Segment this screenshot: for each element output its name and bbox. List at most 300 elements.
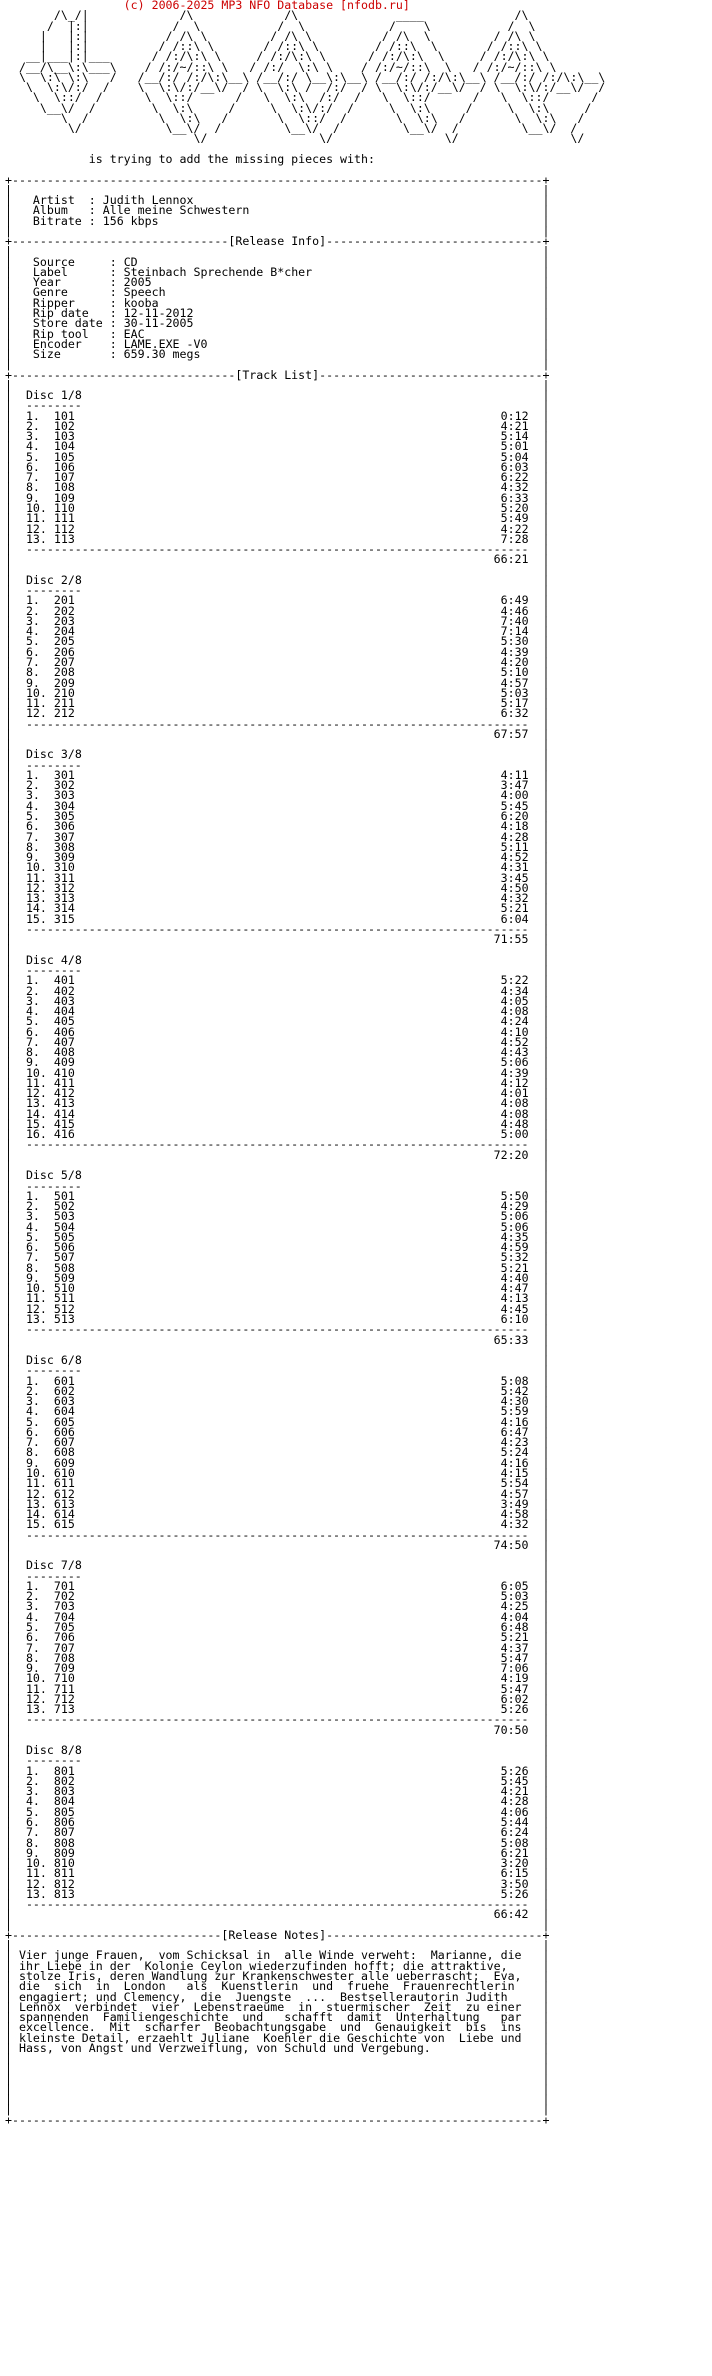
nfo-header: (c) 2006-2025 MP3 NFO Database [nfodb.ru] <box>123 0 410 12</box>
track-duration: 4:37 <box>500 1640 529 1655</box>
track-title: 510 <box>53 1281 75 1296</box>
track-row: | 9. 609 4:16 | <box>5 1455 550 1470</box>
track-duration: 5:06 <box>500 1055 529 1070</box>
track-duration: 4:39 <box>500 644 529 659</box>
release-notes-row: | die sich in London als Kuenstlerin und fruehe Frauenrechtlerin | <box>5 1979 550 1994</box>
disc-total-line: | 74:50 | <box>5 1537 550 1552</box>
track-row: | 10. 610 4:15 | <box>5 1465 550 1480</box>
track-duration: 4:48 <box>500 1116 529 1131</box>
track-row: | 6. 106 6:03 | <box>5 459 550 474</box>
release-notes-text: ihr Liebe in der Kolonie Ceylon wiederzufinden hofft; die attraktive, <box>18 1958 508 1973</box>
track-duration: 5:30 <box>500 634 529 649</box>
track-title: 208 <box>53 665 75 680</box>
track-title: 308 <box>53 839 75 854</box>
track-title: 601 <box>53 1373 75 1388</box>
track-row: | 11. 711 5:47 | <box>5 1681 550 1696</box>
track-duration: 4:12 <box>500 1075 529 1090</box>
disc-total-rule: | ------------------------------------------------------------------------ | <box>5 1897 550 1912</box>
track-duration: 4:11 <box>500 767 529 782</box>
track-row: | 10. 810 3:20 | <box>5 1856 550 1871</box>
release-info-value: Steinbach Sprechende B*cher <box>123 264 313 279</box>
track-title: 309 <box>53 850 75 865</box>
ascii-art-row: / |:| / \ / \ / \ / \ <box>5 18 536 33</box>
track-duration: 4:59 <box>500 1240 529 1255</box>
track-title: 706 <box>53 1630 75 1645</box>
track-duration: 4:16 <box>500 1414 529 1429</box>
track-title: 810 <box>53 1856 75 1871</box>
disc-title: Disc 2/8 <box>25 572 82 587</box>
track-duration: 4:20 <box>500 655 529 669</box>
track-title: 105 <box>53 449 75 464</box>
track-row: | 13. 313 4:32 | <box>5 891 550 906</box>
track-row: | 4. 604 5:59 | <box>5 1404 550 1419</box>
border-line: +----------------------------------------------------------------------------+ <box>5 2112 550 2127</box>
disc-title-line: | Disc 4/8 | <box>5 952 550 967</box>
track-row: | 3. 703 4:25 | <box>5 1599 550 1614</box>
track-duration: 5:47 <box>500 1681 529 1696</box>
track-row: | 12. 812 3:50 | <box>5 1876 550 1891</box>
track-title: 401 <box>53 973 75 988</box>
nfo-text: [Track List] <box>235 367 320 382</box>
track-duration: 3:47 <box>500 778 529 793</box>
track-duration: 6:15 <box>500 1866 529 1881</box>
track-duration: 3:45 <box>500 870 529 885</box>
track-duration: 6:21 <box>500 1845 529 1860</box>
track-title: 607 <box>53 1435 75 1450</box>
track-duration: 5:44 <box>500 1815 529 1830</box>
track-title: 713 <box>53 1702 75 1717</box>
track-duration: 6:48 <box>500 1619 529 1634</box>
track-title: 803 <box>53 1784 75 1799</box>
track-title: 311 <box>53 870 75 885</box>
track-row: | 2. 202 4:46 | <box>5 603 550 618</box>
track-duration: 5:14 <box>500 429 529 444</box>
release-info-row: | Label : Steinbach Sprechende B*cher | <box>5 264 550 279</box>
ascii-art-row: \ \:\ \:\ / /__/:/ /:/\:\__\ /__/:/ \__\:\__\ /__/:/ /:/\:\__\ /__/:/ /:/\:\__\ <box>5 69 606 84</box>
track-row: | 5. 205 5:30 | <box>5 634 550 649</box>
track-duration: 4:08 <box>500 1106 529 1121</box>
track-duration: 5:06 <box>500 1209 529 1224</box>
track-row: | 8. 308 5:11 | <box>5 839 550 854</box>
box-line: | | <box>5 1342 550 1357</box>
track-duration: 4:08 <box>500 1004 529 1019</box>
track-duration: 4:32 <box>500 480 529 495</box>
release-info-label: Source <box>32 254 75 269</box>
track-title: 612 <box>53 1486 75 1501</box>
track-row: | 8. 708 5:47 | <box>5 1650 550 1665</box>
track-duration: 4:57 <box>500 1486 529 1501</box>
disc-total-line: | 70:50 | <box>5 1722 550 1737</box>
track-duration: 4:21 <box>500 418 529 433</box>
track-row: | 2. 102 4:21 | <box>5 418 550 433</box>
disc-title-line: | Disc 8/8 | <box>5 1743 550 1758</box>
track-title: 103 <box>53 429 75 444</box>
track-title: 603 <box>53 1394 75 1409</box>
track-duration: 4:31 <box>500 860 529 875</box>
disc-title-line: | Disc 5/8 | <box>5 1168 550 1183</box>
disc-title-line: | Disc 3/8 | <box>5 747 550 762</box>
disc-title: Disc 3/8 <box>25 747 82 762</box>
track-row: | 7. 507 5:32 | <box>5 1250 550 1265</box>
ascii-art-row: \ \:\/:/ / \ \:\/:/__\/ / \ \:\ / /:/ / \ \:\/:/__\/ / \ \:\/:/__\/ / <box>5 80 606 95</box>
disc-title: Disc 6/8 <box>25 1353 82 1368</box>
track-title: 801 <box>53 1763 75 1778</box>
track-duration: 4:18 <box>500 819 529 834</box>
track-title: 704 <box>53 1609 75 1624</box>
track-title: 301 <box>53 767 75 782</box>
track-row: | 7. 807 6:24 | <box>5 1825 550 1840</box>
box-line: | | <box>5 562 550 577</box>
track-duration: 5:42 <box>500 1383 529 1398</box>
track-title: 113 <box>53 531 75 546</box>
track-title: 403 <box>53 993 75 1008</box>
track-row: | 8. 808 5:08 | <box>5 1835 550 1850</box>
track-row: | 8. 608 5:24 | <box>5 1445 550 1460</box>
release-info-value: 12-11-2012 <box>123 305 194 320</box>
track-title: 508 <box>53 1260 75 1275</box>
track-title: 811 <box>53 1866 75 1881</box>
track-row: | 1. 101 0:12 | <box>5 408 550 423</box>
track-title: 111 <box>53 511 75 526</box>
track-row: | 3. 403 4:05 | <box>5 993 550 1008</box>
track-title: 613 <box>53 1496 75 1511</box>
track-duration: 4:10 <box>500 1024 529 1039</box>
track-row: | 3. 603 4:30 | <box>5 1394 550 1409</box>
release-notes-row: | ihr Liebe in der Kolonie Ceylon wiederzufinden hofft; die attraktive, | <box>5 1958 550 1973</box>
track-duration: 4:24 <box>500 1014 529 1029</box>
track-duration: 0:12 <box>500 408 529 423</box>
box-line: | | <box>5 2092 550 2107</box>
track-duration: 4:58 <box>500 1507 529 1522</box>
section-title-release-notes: +------------------------------[Release Notes]-------------------------------+ <box>5 1927 550 1942</box>
track-row: | 10. 510 4:47 | <box>5 1281 550 1296</box>
track-row: | 13. 113 7:28 | <box>5 531 550 546</box>
track-row: | 2. 302 3:47 | <box>5 778 550 793</box>
track-title: 701 <box>53 1578 75 1593</box>
release-notes-row: | Vier junge Frauen, vom Schicksal in alle Winde verweht: Marianne, die | <box>5 1948 550 1963</box>
track-duration: 4:21 <box>500 1784 529 1799</box>
nfo-text: [Release Info] <box>228 234 327 249</box>
disc-title: Disc 7/8 <box>25 1558 82 1573</box>
track-duration: 4:15 <box>500 1465 529 1480</box>
release-info-value: Speech <box>123 285 166 300</box>
info-value: 156 kbps <box>102 213 159 228</box>
release-info-value: EAC <box>123 326 145 341</box>
track-row: | 13. 513 6:10 | <box>5 1312 550 1326</box>
track-row: | 2. 402 4:34 | <box>5 983 550 998</box>
disc-total-rule: | ------------------------------------------------------------------------ | <box>5 921 550 936</box>
box-line: | | <box>5 2102 550 2117</box>
disc-total: 74:50 <box>493 1537 529 1552</box>
track-title: 802 <box>53 1773 75 1788</box>
track-duration: 5:50 <box>500 1188 529 1203</box>
track-duration: 5:00 <box>500 1127 529 1142</box>
disc-total-line: | 67:57 | <box>5 726 550 741</box>
track-row: | 3. 503 5:06 | <box>5 1209 550 1224</box>
track-title: 813 <box>53 1886 75 1901</box>
track-title: 709 <box>53 1661 75 1676</box>
track-row: | 10. 210 5:03 | <box>5 685 550 700</box>
track-row: | 14. 314 5:21 | <box>5 901 550 916</box>
info-label: Artist <box>32 193 75 208</box>
track-title: 409 <box>53 1055 75 1070</box>
track-row: | 11. 411 4:12 | <box>5 1075 550 1090</box>
track-duration: 4:46 <box>500 603 529 618</box>
release-notes-text: Vier junge Frauen, vom Schicksal in alle Winde verweht: Marianne, die <box>18 1948 522 1963</box>
track-duration: 6:05 <box>500 1578 529 1593</box>
box-line: | | <box>5 2061 550 2076</box>
track-title: 102 <box>53 418 75 433</box>
track-row: | 6. 306 4:18 | <box>5 819 550 834</box>
track-title: 104 <box>53 439 75 454</box>
track-title: 507 <box>53 1250 75 1265</box>
track-title: 707 <box>53 1640 75 1655</box>
ascii-art-row: \ / \ \:\ / \ \::/ / \ \:\ / \ \:\ / <box>5 110 585 125</box>
track-title: 501 <box>53 1188 75 1203</box>
track-duration: 7:06 <box>500 1661 529 1676</box>
track-title: 503 <box>53 1209 75 1224</box>
release-info-value: 2005 <box>123 275 152 290</box>
disc-total-line: | 65:33 | <box>5 1332 550 1347</box>
track-row: | 7. 207 4:20 | <box>5 655 550 669</box>
track-title: 513 <box>53 1312 75 1326</box>
track-duration: 3:50 <box>500 1876 529 1891</box>
track-row: | 7. 607 4:23 | <box>5 1435 550 1450</box>
ascii-art-row: | |:| / /\ \ / /\ \ / /\ \ / /\ \ <box>5 28 536 43</box>
track-duration: 4:28 <box>500 829 529 844</box>
box-line: | | <box>5 942 550 957</box>
disc-total-line: | 72:20 | <box>5 1147 550 1162</box>
track-title: 210 <box>53 685 75 700</box>
track-title: 212 <box>53 706 75 721</box>
info-row: | Artist : Judith Lennox | <box>5 193 550 208</box>
track-duration: 6:20 <box>500 808 529 823</box>
track-duration: 4:40 <box>500 1270 529 1285</box>
track-row: | 9. 409 5:06 | <box>5 1055 550 1070</box>
track-row: | 2. 802 5:45 | <box>5 1773 550 1788</box>
release-info-label: Genre <box>32 285 68 300</box>
track-title: 310 <box>53 860 75 875</box>
track-title: 307 <box>53 829 75 844</box>
release-notes-text: Hass, von Angst und Verzweiflung, von Schuld und Vergebung. <box>18 2040 431 2055</box>
box-line: | | <box>5 2071 550 2086</box>
track-duration: 6:33 <box>500 490 529 505</box>
track-title: 602 <box>53 1383 75 1398</box>
track-title: 305 <box>53 808 75 823</box>
disc-underline: | -------- | <box>5 1753 550 1768</box>
track-duration: 4:47 <box>500 1281 529 1296</box>
track-row: | 3. 803 4:21 | <box>5 1784 550 1799</box>
track-row: | 9. 309 4:52 | <box>5 850 550 865</box>
track-duration: 4:50 <box>500 880 529 895</box>
track-title: 108 <box>53 480 75 495</box>
track-row: | 12. 312 4:50 | <box>5 880 550 895</box>
release-info-row: | Ripper : kooba | <box>5 295 550 310</box>
disc-underline: | -------- | <box>5 583 550 598</box>
track-title: 705 <box>53 1619 75 1634</box>
disc-title-line: | Disc 1/8 | <box>5 388 550 403</box>
track-title: 202 <box>53 603 75 618</box>
track-row: | 7. 307 4:28 | <box>5 829 550 844</box>
tagline: is trying to add the missing pieces with: <box>88 151 375 166</box>
track-title: 610 <box>53 1465 75 1480</box>
track-row: | 1. 701 6:05 | <box>5 1578 550 1593</box>
track-title: 506 <box>53 1240 75 1255</box>
track-row: | 4. 704 4:04 | <box>5 1609 550 1624</box>
track-duration: 4:52 <box>500 1034 529 1049</box>
disc-title: Disc 4/8 <box>25 952 82 967</box>
release-notes-row: | stolze Iris, deren Wandlung zur Krankenschwester alle ueberrascht; Eva, | <box>5 1969 550 1983</box>
release-notes-text: die sich in London als Kuenstlerin und fruehe Frauenrechtlerin <box>18 1979 515 1994</box>
disc-total-line: | 66:42 | <box>5 1907 550 1922</box>
track-duration: 4:05 <box>500 993 529 1008</box>
release-info-value: kooba <box>123 295 159 310</box>
track-title: 511 <box>53 1291 75 1306</box>
track-title: 608 <box>53 1445 75 1460</box>
track-duration: 5:10 <box>500 665 529 680</box>
release-info-label: Encoder <box>32 336 82 351</box>
track-row: | 6. 406 4:10 | <box>5 1024 550 1039</box>
box-line: | | <box>5 737 550 752</box>
disc-title-line: | Disc 7/8 | <box>5 1558 550 1573</box>
release-info-row: | Rip tool : EAC | <box>5 326 550 341</box>
track-title: 112 <box>53 521 75 536</box>
track-row: | 9. 709 7:06 | <box>5 1661 550 1676</box>
release-info-label: Label <box>32 264 68 279</box>
track-row: | 11. 211 5:17 | <box>5 696 550 711</box>
track-row: | 13. 413 4:08 | <box>5 1096 550 1111</box>
track-title: 315 <box>53 911 75 926</box>
track-title: 410 <box>53 1065 75 1080</box>
track-row: | 3. 203 7:40 | <box>5 613 550 628</box>
track-row: | 7. 707 4:37 | <box>5 1640 550 1655</box>
box-line: | | <box>5 1732 550 1747</box>
track-row: | 6. 206 4:39 | <box>5 644 550 659</box>
track-duration: 4:23 <box>500 1435 529 1450</box>
track-row: | 6. 806 5:44 | <box>5 1815 550 1830</box>
release-info-label: Rip tool <box>32 326 89 341</box>
release-info-row: | Encoder : LAME.EXE -V0 | <box>5 336 550 351</box>
track-title: 708 <box>53 1650 75 1665</box>
track-row: | 15. 615 4:32 | <box>5 1517 550 1532</box>
track-row: | 1. 201 6:49 | <box>5 593 550 608</box>
track-row: | 13. 713 5:26 | <box>5 1702 550 1717</box>
track-title: 107 <box>53 470 75 485</box>
track-row: | 4. 204 7:14 | <box>5 624 550 639</box>
box-line: | | <box>5 244 550 259</box>
ascii-art-row: /__/\__\:\___\ / /:/~/::\ \ / /:/ \:\ \ / /:/~/::\ \ / /:/~/::\ \ <box>5 59 557 74</box>
release-info-value: 30-11-2005 <box>123 316 194 331</box>
track-title: 711 <box>53 1681 75 1696</box>
track-duration: 4:28 <box>500 1794 529 1809</box>
box-line: | | <box>5 223 550 238</box>
track-title: 404 <box>53 1004 75 1019</box>
track-duration: 6:32 <box>500 706 529 721</box>
track-duration: 5:26 <box>500 1886 529 1901</box>
disc-total-rule: | ------------------------------------------------------------------------ | <box>5 542 550 557</box>
disc-title-line: | Disc 2/8 | <box>5 572 550 587</box>
track-title: 203 <box>53 613 75 628</box>
release-notes-text: stolze Iris, deren Wandlung zur Krankenschwester alle ueberrascht; Eva, <box>18 1969 522 1983</box>
release-info-row: | Year : 2005 | <box>5 275 550 290</box>
track-title: 313 <box>53 891 75 906</box>
track-title: 804 <box>53 1794 75 1809</box>
release-notes-row: | Lennox verbindet vier Lebenstraeume in stuermischer Zeit zu einer | <box>5 1999 550 2014</box>
disc-underline: | -------- | <box>5 1568 550 1583</box>
track-title: 205 <box>53 634 75 649</box>
release-notes-text: Lennox verbindet vier Lebenstraeume in stuermischer Zeit zu einer <box>18 1999 522 2014</box>
disc-total: 72:20 <box>493 1147 529 1162</box>
track-row: | 13. 813 5:26 | <box>5 1886 550 1901</box>
track-duration: 4:25 <box>500 1599 529 1614</box>
track-row: | 3. 303 4:00 | <box>5 788 550 803</box>
track-duration: 4:35 <box>500 1229 529 1244</box>
track-title: 606 <box>53 1424 75 1439</box>
track-duration: 4:34 <box>500 983 529 998</box>
release-notes-row: | spannenden Familiengeschichte und schafft damit Unterhaltung par | <box>5 2010 550 2025</box>
track-row: | 5. 105 5:04 | <box>5 449 550 464</box>
track-duration: 7:28 <box>500 531 529 546</box>
disc-underline: | -------- | <box>5 1178 550 1193</box>
track-row: | 8. 208 5:10 | <box>5 665 550 680</box>
track-duration: 4:45 <box>500 1301 529 1316</box>
release-info-value: LAME.EXE -V0 <box>123 336 208 351</box>
track-duration: 4:00 <box>500 788 529 803</box>
track-row: | 8. 108 4:32 | <box>5 480 550 495</box>
disc-total-rule: | ------------------------------------------------------------------------ | <box>5 1137 550 1152</box>
box-line: | | <box>5 2051 550 2066</box>
info-value: Judith Lennox <box>102 193 194 208</box>
track-row: | 12. 612 4:57 | <box>5 1486 550 1501</box>
box-line: | | <box>5 377 550 392</box>
disc-underline: | -------- | <box>5 398 550 413</box>
track-title: 805 <box>53 1804 75 1819</box>
release-info-label: Size <box>32 347 61 362</box>
track-duration: 5:21 <box>500 1630 529 1645</box>
track-title: 110 <box>53 501 75 516</box>
track-duration: 4:08 <box>500 1096 529 1111</box>
track-duration: 4:30 <box>500 1394 529 1409</box>
track-title: 807 <box>53 1825 75 1840</box>
track-title: 413 <box>53 1096 75 1111</box>
track-title: 109 <box>53 490 75 505</box>
track-title: 504 <box>53 1219 75 1234</box>
track-row: | 15. 315 6:04 | <box>5 911 550 926</box>
track-row: | 12. 412 4:01 | <box>5 1086 550 1101</box>
track-duration: 4:06 <box>500 1804 529 1819</box>
track-title: 306 <box>53 819 75 834</box>
track-title: 611 <box>53 1476 75 1491</box>
track-title: 302 <box>53 778 75 793</box>
track-title: 206 <box>53 644 75 659</box>
track-title: 414 <box>53 1106 75 1121</box>
track-duration: 6:24 <box>500 1825 529 1840</box>
disc-title: Disc 8/8 <box>25 1743 82 1758</box>
track-row: | 9. 809 6:21 | <box>5 1845 550 1860</box>
track-row: | 4. 104 5:01 | <box>5 439 550 454</box>
track-row: | 7. 107 6:22 | <box>5 470 550 485</box>
release-info-row: | Genre : Speech | <box>5 285 550 300</box>
track-title: 314 <box>53 901 75 916</box>
track-duration: 5:22 <box>500 973 529 988</box>
ascii-art-row: __|___|:|___ / /:/\:\ \ / /:/\:\ \ / /:/\:\ \ / /:/\:\ \ <box>5 49 550 64</box>
track-row: | 13. 613 3:49 | <box>5 1496 550 1511</box>
track-duration: 6:02 <box>500 1691 529 1706</box>
release-info-row: | Size : 659.30 megs | <box>5 347 550 362</box>
track-title: 407 <box>53 1034 75 1049</box>
ascii-art-line <box>5 131 712 146</box>
track-title: 502 <box>53 1199 75 1214</box>
